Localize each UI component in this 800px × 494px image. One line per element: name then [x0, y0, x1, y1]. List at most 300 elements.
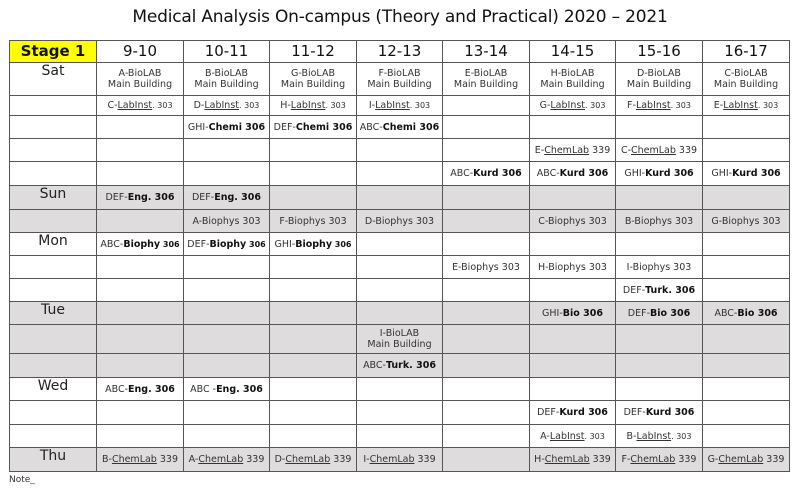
lab-group: F-BioLAB [378, 68, 421, 79]
class-entry: D-Biophys 303 [364, 215, 435, 227]
class-entry: B-Biophys 303 [624, 215, 694, 227]
class-room: 306 [246, 239, 266, 249]
class-group: DEF- [537, 407, 560, 418]
slot-header: 15-16 [616, 41, 703, 63]
class-subject: Kurd 306 [732, 168, 781, 179]
schedule-cell [530, 96, 616, 116]
table-row [10, 354, 790, 378]
lab-location: Main Building [540, 79, 605, 90]
class-room: 339 [589, 144, 611, 156]
schedule-cell [616, 233, 703, 256]
schedule-cell [616, 378, 703, 401]
schedule-cell [530, 186, 616, 210]
schedule-cell [184, 256, 270, 279]
class-group: GHI- [187, 121, 209, 133]
lab-group: C-BioLAB [724, 68, 768, 79]
schedule-cell [357, 96, 443, 116]
class-room: . 303 [409, 101, 431, 110]
schedule-cell [530, 210, 616, 233]
class-group: DEF- [105, 192, 128, 203]
class-subject: ChemLab [285, 454, 331, 465]
class-subject: ChemLab [544, 144, 590, 156]
schedule-cell [443, 63, 530, 96]
schedule-cell [357, 448, 443, 472]
schedule-cell [443, 162, 530, 186]
schedule-cell [184, 325, 270, 354]
class-subject: Biophy [123, 238, 161, 250]
schedule-cell [443, 448, 530, 472]
table-row [10, 401, 790, 425]
class-subject: Chemi 306 [208, 121, 266, 133]
schedule-cell [616, 162, 703, 186]
table-row [10, 378, 790, 401]
class-group: DEF- [623, 407, 646, 418]
lab-group: B-BioLAB [204, 68, 249, 79]
schedule-cell [357, 354, 443, 378]
slot-header: 11-12 [270, 41, 357, 63]
lab-group: E-BioLAB [464, 68, 508, 79]
schedule-cell [703, 63, 790, 96]
class-entry: G-Biophys 303 [711, 215, 781, 227]
schedule-cell [530, 162, 616, 186]
class-subject: LabInst [117, 100, 153, 111]
schedule-cell [530, 116, 616, 139]
class-group: H- [534, 454, 545, 465]
schedule-cell [184, 162, 270, 186]
schedule-cell [97, 279, 184, 302]
class-subject: LabInst [635, 100, 671, 111]
schedule-cell [270, 210, 357, 233]
class-subject: Chemi 306 [295, 121, 353, 133]
schedule-cell [270, 139, 357, 162]
schedule-cell [616, 96, 703, 116]
class-room: 339 [414, 454, 436, 465]
schedule-cell [616, 302, 703, 325]
schedule-cell [357, 425, 443, 448]
day-label [10, 96, 97, 116]
slot-header: 12-13 [357, 41, 443, 63]
schedule-cell [357, 186, 443, 210]
day-label [10, 116, 97, 139]
class-room: . 303 [585, 101, 606, 110]
schedule-cell [184, 378, 270, 401]
table-row [10, 302, 790, 325]
class-room: 339 [675, 454, 697, 465]
schedule-cell [270, 256, 357, 279]
class-subject: ChemLab [631, 144, 676, 156]
schedule-cell [270, 325, 357, 354]
schedule-cell [703, 210, 790, 233]
class-subject: Bio 306 [737, 307, 778, 319]
class-subject: LabInst [550, 100, 586, 111]
day-label: Wed [10, 378, 97, 401]
schedule-cell [443, 302, 530, 325]
table-row [10, 116, 790, 139]
schedule-cell [97, 210, 184, 233]
day-label [10, 354, 97, 378]
class-group: ABC- [105, 383, 129, 395]
schedule-cell [357, 325, 443, 354]
schedule-cell [97, 116, 184, 139]
day-label [10, 139, 97, 162]
table-row [10, 186, 790, 210]
class-subject: Kurd 306 [559, 168, 609, 179]
table-row [10, 325, 790, 354]
schedule-cell [270, 448, 357, 472]
class-subject: ChemLab [111, 454, 157, 465]
class-subject: LabInst [636, 430, 672, 442]
class-group: B- [101, 454, 112, 465]
schedule-cell [616, 354, 703, 378]
schedule-cell [184, 302, 270, 325]
schedule-cell [703, 378, 790, 401]
class-subject: ChemLab [718, 454, 764, 465]
class-subject: Kurd 306 [559, 407, 608, 418]
schedule-cell [184, 425, 270, 448]
schedule-cell [703, 186, 790, 210]
table-row [10, 425, 790, 448]
schedule-cell [703, 139, 790, 162]
table-row [10, 63, 790, 96]
schedule-cell [703, 96, 790, 116]
class-subject: Kurd 306 [473, 168, 522, 179]
lab-location: Main Building [713, 79, 779, 90]
class-group: ABC- [714, 307, 738, 319]
class-group: A- [540, 430, 550, 442]
schedule-cell [703, 325, 790, 354]
class-room: . 303 [584, 431, 605, 441]
class-group: B- [626, 430, 637, 442]
day-label [10, 401, 97, 425]
schedule-cell [270, 96, 357, 116]
class-group: ABC - [190, 383, 217, 395]
class-subject: Kurd 306 [645, 168, 694, 179]
day-label [10, 256, 97, 279]
schedule-cell [97, 325, 184, 354]
schedule-cell [357, 139, 443, 162]
schedule-cell [270, 425, 357, 448]
schedule-cell [703, 279, 790, 302]
class-subject: Turk. 306 [645, 284, 696, 296]
schedule-cell [703, 448, 790, 472]
class-subject: LabInst [549, 430, 585, 442]
table-row [10, 96, 790, 116]
schedule-cell [357, 210, 443, 233]
schedule-cell [443, 186, 530, 210]
table-row [10, 448, 790, 472]
table-row [10, 210, 790, 233]
class-room: 339 [589, 454, 611, 465]
schedule-cell [703, 401, 790, 425]
schedule-cell [530, 425, 616, 448]
class-subject: Chemi 306 [382, 121, 440, 133]
schedule-cell [530, 325, 616, 354]
schedule-cell [530, 401, 616, 425]
class-group: G- [707, 454, 719, 465]
day-label: Thu [10, 448, 97, 472]
class-group: DEF- [627, 307, 651, 319]
class-subject: ChemLab [544, 454, 590, 465]
schedule-cell [530, 233, 616, 256]
class-group: C- [107, 100, 118, 111]
day-label [10, 325, 97, 354]
schedule-cell [357, 162, 443, 186]
table-row [10, 233, 790, 256]
schedule-cell [530, 139, 616, 162]
lab-location: Main Building [453, 79, 519, 90]
schedule-cell [97, 256, 184, 279]
class-subject: LabInst [375, 100, 410, 111]
schedule-cell [443, 210, 530, 233]
lab-location: Main Building [194, 79, 259, 90]
class-entry: H-Biophys 303 [538, 261, 607, 273]
class-room: 339 [243, 454, 265, 465]
class-group: ABC- [536, 168, 560, 179]
schedule-cell [97, 139, 184, 162]
schedule-cell [270, 302, 357, 325]
class-subject: Biophy [295, 238, 333, 250]
schedule-cell [97, 302, 184, 325]
schedule-cell [616, 279, 703, 302]
day-label: Sat [10, 63, 97, 96]
schedule-cell [443, 354, 530, 378]
day-label [10, 279, 97, 302]
slot-header: 13-14 [443, 41, 530, 63]
header-row [10, 41, 790, 63]
lab-location: Main Building [280, 79, 346, 90]
schedule-cell [443, 116, 530, 139]
schedule-cell [443, 279, 530, 302]
schedule-cell [97, 448, 184, 472]
schedule-cell [184, 233, 270, 256]
class-room: 339 [763, 454, 785, 465]
schedule-cell [703, 233, 790, 256]
table-row [10, 162, 790, 186]
schedule-cell [184, 448, 270, 472]
page-title: Medical Analysis On-campus (Theory and Practical) 2020 – 2021 [132, 7, 668, 27]
class-group: ABC- [359, 121, 383, 133]
schedule-cell [357, 63, 443, 96]
schedule-cell [703, 116, 790, 139]
class-subject: Bio 306 [562, 307, 603, 319]
day-label [10, 425, 97, 448]
schedule-cell [530, 302, 616, 325]
schedule-cell [270, 233, 357, 256]
class-room: 339 [330, 454, 352, 465]
schedule-cell [184, 96, 270, 116]
schedule-cell [530, 354, 616, 378]
schedule-cell [443, 233, 530, 256]
class-group: DEF- [187, 238, 210, 250]
class-group: GHI- [542, 307, 563, 319]
class-entry: F-Biophys 303 [279, 215, 347, 227]
slot-header: 9-10 [97, 41, 184, 63]
class-group: E- [534, 144, 545, 156]
timetable [9, 40, 790, 472]
schedule-cell [184, 354, 270, 378]
slot-header: 10-11 [184, 41, 270, 63]
schedule-cell [530, 378, 616, 401]
class-entry: I-Biophys 303 [626, 261, 692, 273]
schedule-cell [270, 63, 357, 96]
class-subject: Kurd 306 [645, 407, 695, 418]
schedule-cell [616, 210, 703, 233]
lab-group: D-BioLAB [637, 68, 681, 79]
schedule-cell [616, 448, 703, 472]
schedule-cell [97, 63, 184, 96]
day-label [10, 210, 97, 233]
class-entry: A-Biophys 303 [192, 215, 261, 227]
class-subject: Turk. 306 [385, 360, 436, 371]
schedule-cell [97, 401, 184, 425]
schedule-cell [616, 63, 703, 96]
schedule-cell [616, 116, 703, 139]
class-group: I- [368, 100, 376, 111]
schedule-cell [184, 139, 270, 162]
class-subject: ChemLab [630, 454, 676, 465]
class-room: 306 [332, 239, 352, 249]
day-label [10, 162, 97, 186]
schedule-cell [443, 401, 530, 425]
schedule-cell [357, 302, 443, 325]
class-group: DEF- [622, 284, 646, 296]
class-subject: Bio 306 [650, 307, 691, 319]
schedule-cell [616, 186, 703, 210]
class-group: E- [713, 100, 724, 111]
schedule-cell [97, 425, 184, 448]
schedule-cell [443, 96, 530, 116]
class-room: . 303 [239, 101, 260, 110]
schedule-cell [443, 139, 530, 162]
class-room: . 303 [152, 101, 173, 110]
table-row [10, 139, 790, 162]
schedule-cell [357, 401, 443, 425]
class-room: 339 [156, 454, 178, 465]
schedule-cell [357, 116, 443, 139]
class-subject: LabInst [204, 100, 240, 111]
class-room: . 303 [325, 101, 346, 110]
schedule-cell [443, 325, 530, 354]
schedule-cell [703, 425, 790, 448]
note-text: Note_ [9, 475, 35, 485]
schedule-cell [530, 279, 616, 302]
lab-location: Main Building [107, 79, 173, 90]
schedule-cell [616, 401, 703, 425]
schedule-cell [270, 186, 357, 210]
lab-group: A-BioLAB [118, 68, 162, 79]
class-room: . 303 [671, 431, 692, 441]
schedule-cell [357, 378, 443, 401]
class-room: 339 [675, 144, 698, 156]
class-group: GHI- [274, 238, 296, 250]
schedule-cell [616, 256, 703, 279]
class-room: 306 [160, 239, 180, 249]
lab-group: H-BioLAB [550, 68, 595, 79]
class-group: DEF- [191, 192, 215, 203]
schedule-cell [184, 210, 270, 233]
lab-group: G-BioLAB [291, 68, 335, 79]
class-group: F- [621, 454, 631, 465]
class-group: I- [363, 454, 370, 465]
schedule-cell [703, 256, 790, 279]
table-row [10, 256, 790, 279]
lab-location: Main Building [367, 339, 432, 350]
schedule-cell [270, 162, 357, 186]
class-group: DEF- [273, 121, 296, 133]
day-label: Tue [10, 302, 97, 325]
schedule-cell [443, 256, 530, 279]
schedule-cell [530, 448, 616, 472]
schedule-cell [270, 279, 357, 302]
class-room: . 303 [757, 101, 779, 110]
schedule-cell [530, 256, 616, 279]
schedule-cell [703, 354, 790, 378]
schedule-cell [443, 378, 530, 401]
class-subject: Eng. 306 [127, 192, 175, 203]
schedule-cell [184, 63, 270, 96]
schedule-cell [703, 162, 790, 186]
class-group: ABC- [100, 238, 124, 250]
class-subject: LabInst [290, 100, 326, 111]
class-group: G- [539, 100, 551, 111]
schedule-cell [616, 139, 703, 162]
class-entry: E-Biophys 303 [452, 261, 520, 273]
schedule-cell [97, 354, 184, 378]
lab-location: Main Building [626, 79, 692, 90]
class-subject: ChemLab [369, 454, 415, 465]
schedule-cell [184, 279, 270, 302]
class-entry: C-Biophys 303 [538, 215, 607, 227]
schedule-cell [357, 279, 443, 302]
schedule-cell [97, 233, 184, 256]
lab-location: Main Building [367, 79, 432, 90]
schedule-cell [97, 186, 184, 210]
day-label: Mon [10, 233, 97, 256]
schedule-cell [97, 96, 184, 116]
schedule-cell [270, 116, 357, 139]
schedule-cell [270, 354, 357, 378]
schedule-cell [616, 425, 703, 448]
schedule-cell [184, 186, 270, 210]
class-group: F- [627, 100, 636, 111]
class-subject: Eng. 306 [216, 383, 263, 395]
schedule-cell [184, 116, 270, 139]
class-group: A- [188, 454, 199, 465]
class-group: D- [193, 100, 205, 111]
class-room: . 303 [670, 101, 691, 110]
class-group: D- [274, 454, 286, 465]
class-group: ABC- [363, 360, 386, 371]
schedule-cell [703, 302, 790, 325]
class-subject: LabInst [723, 100, 758, 111]
class-subject: Eng. 306 [128, 383, 175, 395]
day-label: Sun [10, 186, 97, 210]
class-group: C- [620, 144, 631, 156]
class-group: ABC- [450, 168, 474, 179]
class-subject: Biophy [209, 238, 247, 250]
schedule-cell [97, 378, 184, 401]
schedule-cell [357, 256, 443, 279]
schedule-cell [530, 63, 616, 96]
lab-group: I-BioLAB [379, 328, 420, 339]
schedule-cell [616, 325, 703, 354]
schedule-cell [443, 425, 530, 448]
schedule-cell [97, 162, 184, 186]
slot-header: 16-17 [703, 41, 790, 63]
schedule-cell [357, 233, 443, 256]
stage-label: Stage 1 [10, 41, 97, 63]
slot-header: 14-15 [530, 41, 616, 63]
